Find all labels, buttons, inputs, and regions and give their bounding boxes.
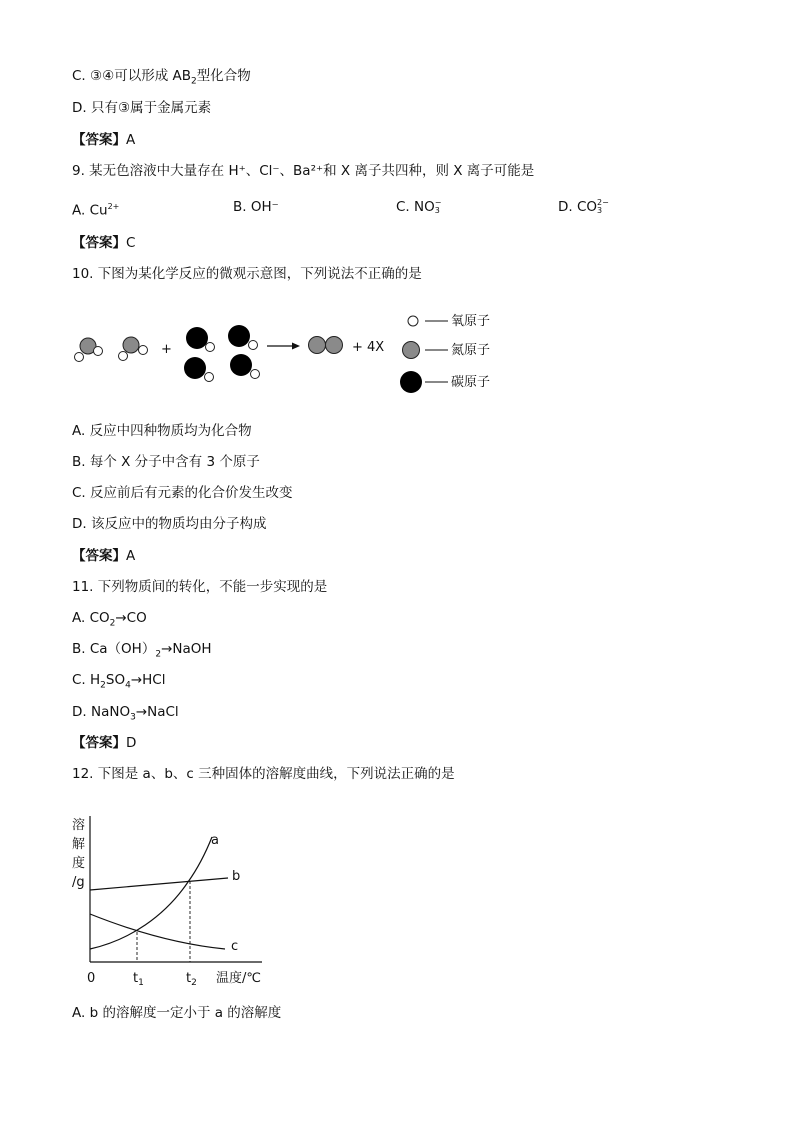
q9-option-c-text: C. NO xyxy=(396,199,435,215)
reactant-molecule-3 xyxy=(186,327,215,352)
x-axis-label: 温度/℃ xyxy=(216,971,261,986)
product-molecule-n2 xyxy=(309,337,343,354)
question-11: 11. 下列物质间的转化，不能一步实现的是 xyxy=(72,579,328,595)
answer-value: C xyxy=(126,235,136,251)
plus-sign: + xyxy=(161,342,172,357)
oxygen-atom xyxy=(206,343,215,352)
q11-option-a xyxy=(72,609,147,633)
q11-option-c-sub1: 2 xyxy=(100,680,106,691)
answer-value: A xyxy=(126,548,136,564)
carbon-atom xyxy=(400,371,422,393)
carbon-atom xyxy=(184,357,206,379)
reaction-diagram xyxy=(0,305,794,395)
curve-c xyxy=(90,914,225,949)
q11-option-b-text: B. Ca（OH） xyxy=(72,641,156,657)
y-axis-label-char: 度 xyxy=(72,856,86,871)
reactant-molecule-4 xyxy=(228,325,258,350)
carbon-atom xyxy=(186,327,208,349)
curve-b xyxy=(90,878,228,890)
answer-label: 【答案】 xyxy=(72,235,126,251)
answer-8 xyxy=(72,131,135,149)
curve-a xyxy=(90,837,212,949)
q11-option-d-text: D. NaNO xyxy=(72,704,131,720)
reactant-molecule-5 xyxy=(184,357,214,382)
reaction-arrow xyxy=(267,343,300,350)
q10-option-a: A. 反应中四种物质均为化合物 xyxy=(72,423,252,439)
t1-label: $t_1$ xyxy=(133,971,144,988)
q8-option-d: D. 只有③属于金属元素 xyxy=(72,100,212,116)
answer-value: A xyxy=(126,132,136,148)
q11-option-b xyxy=(72,640,212,664)
oxygen-atom xyxy=(205,373,214,382)
question-10: 10. 下图为某化学反应的微观示意图，下列说法不正确的是 xyxy=(72,266,422,282)
plus-4x: + 4X xyxy=(352,340,385,355)
q11-option-c-sub2: 4 xyxy=(125,680,131,691)
reactant-molecule-6 xyxy=(230,354,260,379)
q10-option-c: C. 反应前后有元素的化合价发生改变 xyxy=(72,485,293,501)
oxygen-atom xyxy=(251,370,260,379)
q11-option-b-sub: 2 xyxy=(155,649,162,660)
q11-option-c-text: C. H xyxy=(72,672,101,688)
oxygen-atom xyxy=(119,352,128,361)
q10-option-d: D. 该反应中的物质均由分子构成 xyxy=(72,516,267,532)
oxygen-atom xyxy=(249,341,258,350)
reactant-molecule-1 xyxy=(75,338,103,362)
curve-a-label: a xyxy=(211,833,219,848)
oxygen-atom xyxy=(139,346,148,355)
q9-option-b: B. OH⁻ xyxy=(233,199,279,215)
answer-label: 【答案】 xyxy=(72,735,126,751)
answer-label: 【答案】 xyxy=(72,132,126,148)
q9-option-a xyxy=(72,198,119,220)
legend-nitrogen xyxy=(403,342,491,359)
q11-option-b-tail: →NaOH xyxy=(161,641,212,657)
carbon-atom xyxy=(230,354,252,376)
reactant-molecule-2 xyxy=(119,337,148,361)
oxygen-atom xyxy=(408,316,418,326)
q11-option-c-tail: →HCl xyxy=(130,672,166,688)
q9-option-c-sub: 3 xyxy=(434,206,440,215)
nitrogen-atom xyxy=(326,337,343,354)
y-axis-label-char: 解 xyxy=(72,837,86,852)
q11-option-a-text: A. CO xyxy=(72,610,110,626)
q10-option-b: B. 每个 X 分子中含有 3 个原子 xyxy=(72,454,260,470)
oxygen-atom xyxy=(94,347,103,356)
nitrogen-atom xyxy=(309,337,326,354)
q8-option-c xyxy=(72,67,251,91)
question-12: 12. 下图是 a、b、c 三种固体的溶解度曲线，下列说法正确的是 xyxy=(72,766,455,782)
q11-option-d-sub: 3 xyxy=(130,712,136,723)
oxygen-atom xyxy=(75,353,84,362)
legend-carbon xyxy=(400,371,490,393)
q9-option-d-sub: 3 xyxy=(597,206,603,215)
q9-option-c xyxy=(396,198,441,216)
y-axis-label-char: /g xyxy=(72,875,85,890)
solubility-graph xyxy=(0,808,794,988)
answer-10 xyxy=(72,547,135,565)
q9-option-d-text: D. CO xyxy=(558,199,598,215)
q8-option-c-tail: 型化合物 xyxy=(196,68,251,84)
nitrogen-atom xyxy=(403,342,420,359)
answer-9 xyxy=(72,234,135,252)
answer-value: D xyxy=(126,735,137,751)
curve-b-label: b xyxy=(232,869,241,884)
answer-11 xyxy=(72,734,136,752)
q11-option-d xyxy=(72,703,179,727)
legend-carbon-label: 碳原子 xyxy=(451,375,491,390)
q8-option-c-sub: 2 xyxy=(191,76,197,87)
q11-option-d-tail: →NaCl xyxy=(135,704,179,720)
curve-c-label: c xyxy=(231,939,239,954)
q9-option-a-text: A. Cu xyxy=(72,202,108,219)
question-9: 9. 某无色溶液中大量存在 H⁺、Cl⁻、Ba²⁺和 X 离子共四种，则 X 离子可能是 xyxy=(72,163,535,179)
y-axis-label-char: 溶 xyxy=(72,818,86,833)
origin-label: 0 xyxy=(87,971,96,986)
legend-oxygen-label: 氧原子 xyxy=(451,314,491,329)
carbon-atom xyxy=(228,325,250,347)
legend-nitrogen-label: 氮原子 xyxy=(451,343,491,358)
t2-label: $t_2$ xyxy=(186,971,197,988)
q11-option-a-tail: →CO xyxy=(115,610,147,626)
q9-option-d-sup: 2− xyxy=(597,198,609,207)
answer-label: 【答案】 xyxy=(72,548,126,564)
q9-option-a-sup: 2+ xyxy=(107,202,120,211)
q11-option-a-sub: 2 xyxy=(109,618,116,629)
q12-option-a: A. b 的溶解度一定小于 a 的溶解度 xyxy=(72,1005,282,1021)
q11-option-c-mid: SO xyxy=(105,672,126,688)
legend-oxygen xyxy=(408,314,490,329)
q9-option-d xyxy=(558,198,609,216)
q8-option-c-text: C. ③④可以形成 AB xyxy=(72,68,192,84)
q9-option-c-sup: − xyxy=(434,198,442,207)
q11-option-c xyxy=(72,671,165,695)
nitrogen-atom xyxy=(123,337,139,353)
